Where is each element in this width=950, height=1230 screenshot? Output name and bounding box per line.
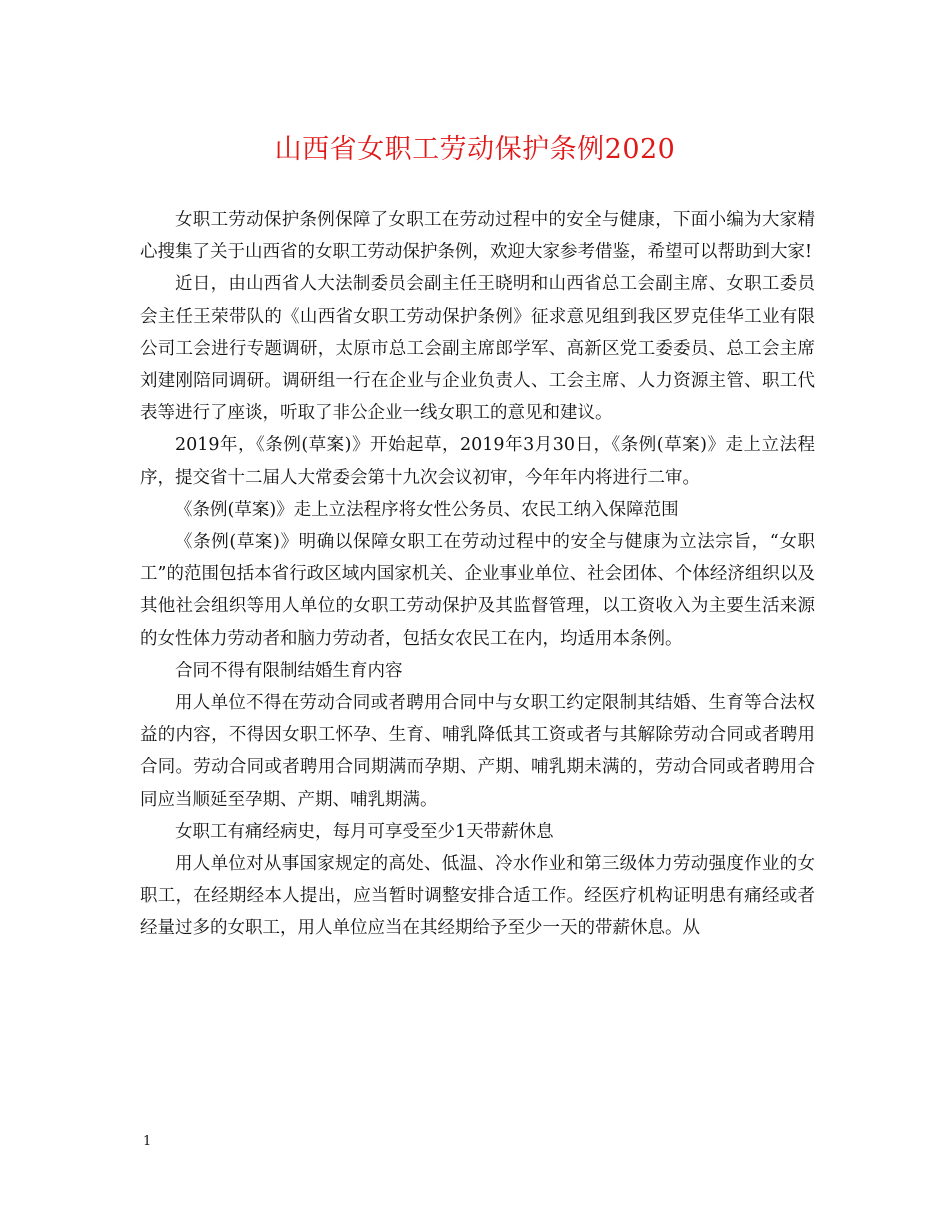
paragraph-investigation: 近日，由山西省人大法制委员会副主任王晓明和山西省总工会副主席、女职工委员会主任王荣带队的《山西省女职工劳动保护条例》征求意见组到我区罗克佳华工业有限公司工会进行专题调研，太原市总工会副主席郎学军、高新区党工委委员、总工会主席刘建刚陪同调研。调研组一行在企业与企业负责人、工会主席、人力资源主管、职工代表等进行了座谈，听取了非公企业一线女职工的意见和建议。 (140, 274, 815, 424)
paragraph-drafting: 2019年，《条例(草案)》开始起草，2019年3月30日，《条例(草案)》走上立法程序，提交省十二届人大常委会第十九次会议初审，今年年内将进行二审。 (140, 435, 815, 488)
paragraph-subheading-leave: 女职工有痛经病史，每月可享受至少1天带薪休息 (175, 821, 554, 842)
document-body (140, 204, 815, 945)
page-number: 1 (143, 1134, 152, 1149)
paragraph-contract: 用人单位不得在劳动合同或者聘用合同中与女职工约定限制其结婚、生育等合法权益的内容，不得因女职工怀孕、生育、哺乳降低其工资或者与其解除劳动合同或者聘用合同。劳动合同或者聘用合同期满而孕期、产期、哺乳期未满的，劳动合同或者聘用合同应当顺延至孕期、产期、哺乳期满。 (140, 693, 815, 810)
paragraph-scope: 《条例(草案)》明确以保障女职工在劳动过程中的安全与健康为立法宗旨，“女职工”的范围包括本省行政区域内国家机关、企业事业单位、社会团体、个体经济组织以及其他社会组织等用人单位的女职工劳动保护及其监督管理，以工资收入为主要生活来源的女性体力劳动者和脑力劳动者，包括女农民工在内，均适用本条例。 (140, 532, 815, 649)
paragraph-subheading-contract: 合同不得有限制结婚生育内容 (175, 660, 403, 681)
paragraph-subheading-scope: 《条例(草案)》走上立法程序将女性公务员、农民工纳入保障范围 (175, 499, 679, 520)
document-title: 山西省女职工劳动保护条例2020 (274, 134, 676, 165)
paragraph-intro: 女职工劳动保护条例保障了女职工在劳动过程中的安全与健康，下面小编为大家精心搜集了关于山西省的女职工劳动保护条例，欢迎大家参考借鉴，希望可以帮助到大家! (140, 210, 815, 263)
paragraph-leave: 用人单位对从事国家规定的高处、低温、冷水作业和第三级体力劳动强度作业的女职工，在经期经本人提出，应当暂时调整安排合适工作。经医疗机构证明患有痛经或者经量过多的女职工，用人单位应当在其经期给予至少一天的带薪休息。从 (140, 854, 815, 939)
